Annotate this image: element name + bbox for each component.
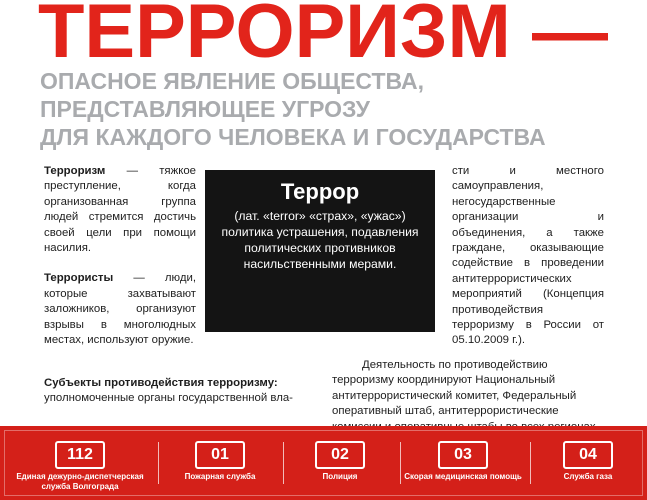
divider (530, 442, 531, 484)
subtitle-line-1: ОПАСНОЕ ЯВЛЕНИЕ ОБЩЕСТВА, (40, 68, 424, 94)
divider (400, 442, 401, 484)
service-label: Полиция (322, 472, 358, 481)
emergency-numbers-bar (0, 426, 647, 500)
service-number: 03 (438, 441, 488, 469)
service-label: Скорая медицинская помощь (404, 472, 522, 481)
subtitle-line-3: ДЛЯ КАЖДОГО ЧЕЛОВЕКА И ГОСУДАРСТВА (40, 124, 546, 150)
service-112 (14, 441, 146, 492)
subtitle-line-2: ПРЕДСТАВЛЯЮЩЕЕ УГРОЗУ (40, 96, 370, 122)
divider (158, 442, 159, 484)
service-01 (170, 441, 270, 482)
service-number: 01 (195, 441, 245, 469)
terror-heading: Террор (280, 179, 360, 204)
terror-definition-text: (лат. «terror» «страх», «ужас») политика устрашения, подавления политических противников насильственными мерами. (221, 209, 419, 271)
service-02 (292, 441, 388, 482)
service-03 (404, 441, 522, 482)
subjects-continuation: сти и местного самоуправления, негосударственные организации и объединения, а также граждане, оказывающие содействие в проведении антитеррористических мероприятий (Концепция противодействия терроризму в России от 05.10.2009 г.). (452, 165, 604, 347)
service-label: Пожарная служба (184, 472, 256, 481)
subjects-text: уполномоченные органы государственной вла- (44, 392, 293, 405)
page-title: ТЕРРОРИЗМ — (38, 0, 608, 74)
coordination-text: Деятельность по противодействию терроризму координируют Национальный антитеррористический комитет, Федеральный оперативный штаб, антитеррористические (332, 359, 577, 418)
terrorism-def-text: — тяжкое преступление, когда организованная группа людей стремится достичь своей цели при помощи насилия. (44, 165, 196, 255)
right-column (452, 164, 604, 349)
terrorism-definition (44, 164, 196, 256)
terrorists-definition (44, 271, 196, 348)
service-number: 112 (55, 441, 105, 469)
terrorism-term: Терроризм (44, 165, 106, 177)
terrorists-def-text: — люди, которые захватывают заложников, организуют взрывы в многолюдных местах, используют оружие. (44, 272, 196, 347)
terror-definition-box (205, 170, 435, 332)
service-04 (540, 441, 636, 482)
subjects-heading: Субъекты противодействия терроризму: (44, 377, 278, 389)
terrorists-term: Террористы (44, 272, 114, 285)
divider (283, 442, 284, 484)
left-column (44, 164, 196, 348)
subjects-block (44, 376, 324, 407)
service-number: 04 (563, 441, 613, 469)
service-number: 02 (315, 441, 365, 469)
service-label: Служба газа (563, 472, 613, 481)
service-label: Единая дежурно-диспетчерская служба Волгограда (16, 472, 144, 491)
